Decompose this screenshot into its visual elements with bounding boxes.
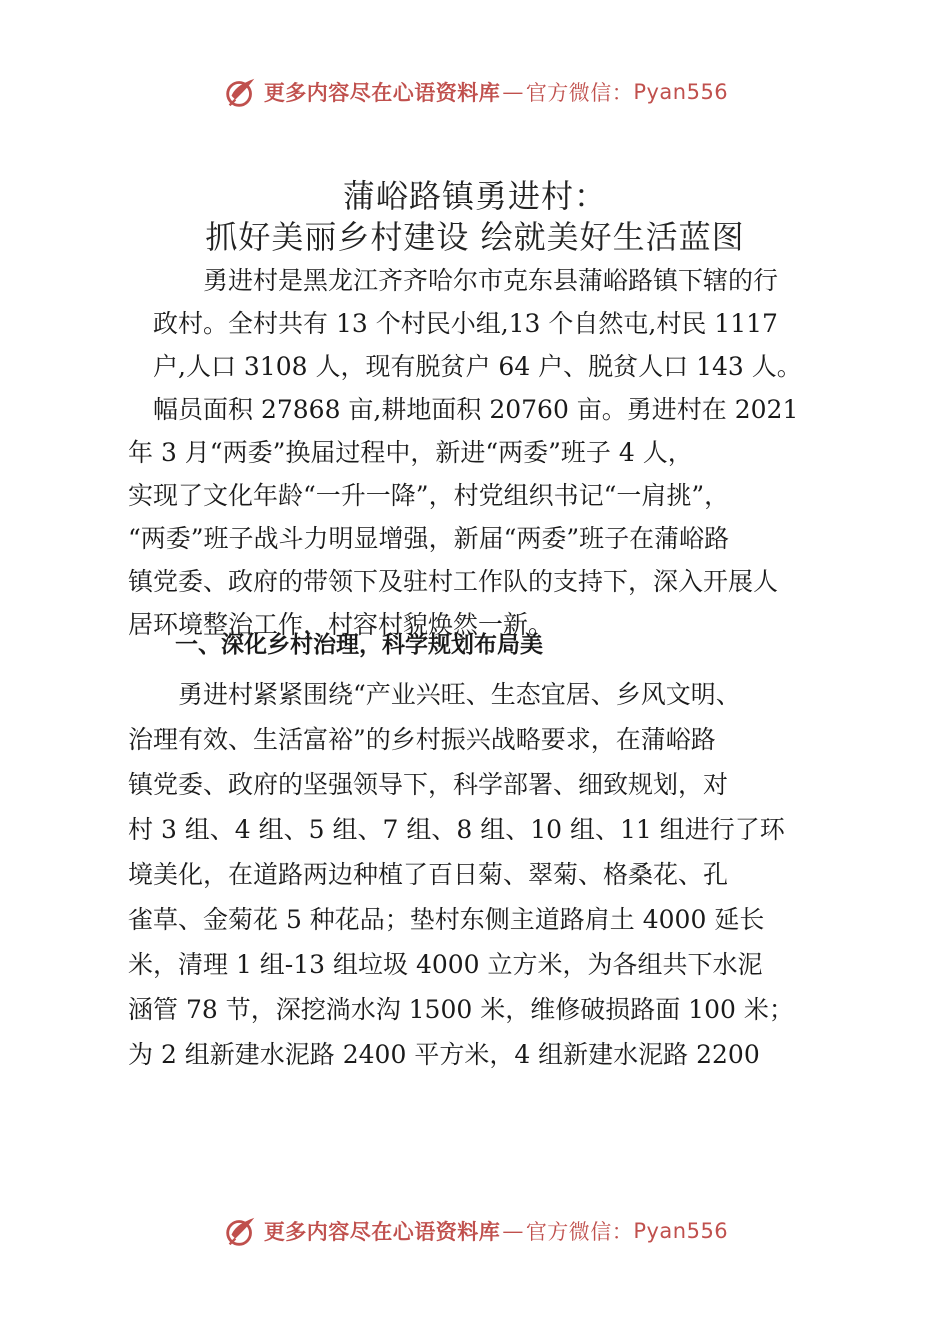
quill-swirl-icon bbox=[222, 1212, 260, 1250]
text-line: 年 3 月“两委”换届过程中，新进“两委”班子 4 人， bbox=[128, 438, 693, 467]
text-line: 幅员面积 27868 亩,耕地面积 20760 亩。勇进村在 2021 bbox=[128, 395, 799, 424]
text-line: 雀草、金菊花 5 种花品；垫村东侧主道路肩土 4000 延长 bbox=[128, 905, 765, 934]
watermark-wechat-id: Pyan556 bbox=[633, 1219, 729, 1243]
watermark-brand: 更多内容尽在心语资料库 bbox=[263, 80, 501, 105]
text-line: 涵管 78 节，深挖淌水沟 1500 米，维修破损路面 100 米； bbox=[128, 995, 794, 1024]
text-line: 境美化，在道路两边种植了百日菊、翠菊、格桑花、孔 bbox=[128, 860, 729, 889]
text-line: 镇党委、政府的坚强领导下，科学部署、细致规划，对 bbox=[128, 770, 729, 799]
watermark-wechat-label: 官方微信： bbox=[525, 1220, 634, 1244]
document-title-line-2: 抓好美丽乡村建设 绘就美好生活蓝图 bbox=[205, 218, 745, 256]
text-line: 勇进村是黑龙江齐齐哈尔市克东县蒲峪路镇下辖的行 bbox=[128, 266, 779, 295]
watermark-brand: 更多内容尽在心语资料库 bbox=[263, 1219, 501, 1244]
footer-watermark bbox=[0, 1209, 950, 1253]
text-line: 镇党委、政府的带领下及驻村工作队的支持下，深入开展人 bbox=[128, 567, 779, 596]
header-watermark bbox=[0, 70, 950, 114]
watermark-separator: — bbox=[502, 1219, 524, 1243]
text-line: 政村。全村共有 13 个村民小组,13 个自然屯,村民 1117 bbox=[128, 309, 778, 338]
intro-paragraph bbox=[128, 259, 844, 646]
watermark-wechat-label: 官方微信： bbox=[525, 81, 634, 105]
watermark-separator: — bbox=[502, 80, 524, 104]
section-paragraph bbox=[128, 672, 844, 1077]
document-title-line-1: 蒲峪路镇勇进村： bbox=[342, 177, 607, 215]
text-line: 治理有效、生活富裕”的乡村振兴战略要求，在蒲峪路 bbox=[128, 725, 716, 754]
text-line: 勇进村紧紧围绕“产业兴旺、生态宜居、乡风文明、 bbox=[128, 680, 741, 709]
text-line: 村 3 组、4 组、5 组、7 组、8 组、10 组、11 组进行了环 bbox=[128, 815, 785, 844]
quill-swirl-icon bbox=[222, 73, 260, 111]
text-line: 实现了文化年龄“一升一降”，村党组织书记“一肩挑”， bbox=[128, 481, 730, 510]
text-line: 户,人口 3108 人，现有脱贫户 64 户、脱贫人口 143 人。 bbox=[128, 352, 802, 381]
text-line: 为 2 组新建水泥路 2400 平方米，4 组新建水泥路 2200 bbox=[128, 1040, 760, 1069]
section-heading: 一、深化乡村治理，科学规划布局美 bbox=[175, 632, 543, 658]
watermark-wechat-id: Pyan556 bbox=[633, 80, 729, 104]
text-line: 米，清理 1 组-13 组垃圾 4000 立方米，为各组共下水泥 bbox=[128, 950, 763, 979]
text-line: “两委”班子战斗力明显增强，新届“两委”班子在蒲峪路 bbox=[128, 524, 730, 553]
text-line: 居环境整治工作，村容村貌焕然一新。 bbox=[128, 610, 554, 639]
